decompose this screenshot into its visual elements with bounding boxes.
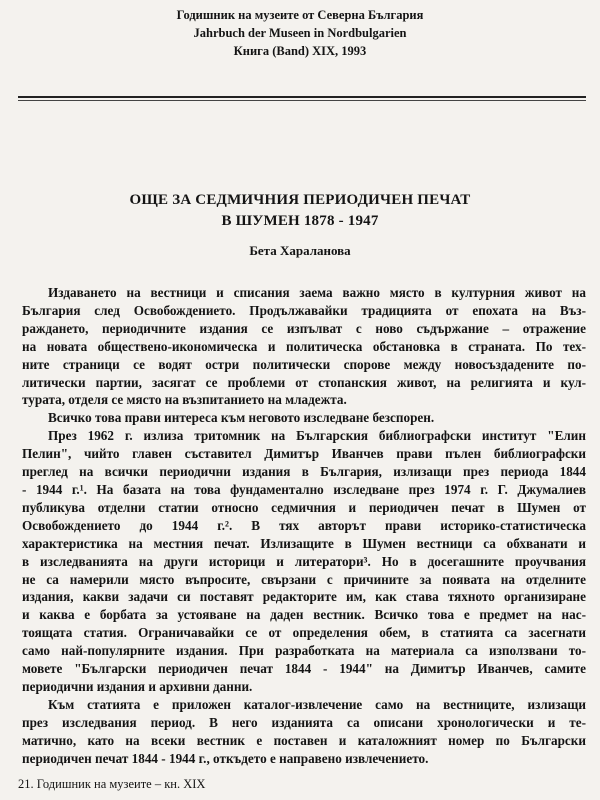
text-line: Към статията е приложен каталог-извлечение само на вестниците, излизащи [48,696,586,712]
text-line: литически партии, засягат се проблеми от стопанския живот, на религията и кул- [22,374,586,390]
text-line: периодичен печат 1844 - 1944 г., откъдето е направено извлечението. [22,750,429,766]
text-line: на новата обществено-икономическа и политическа обстановка в страната. По тех- [22,338,586,354]
text-line: България след Освобождението. Продължавайки традицията от епохата на Въз- [22,302,586,318]
article-title-line-2: В ШУМЕН 1878 - 1947 [221,213,379,229]
text-line: През 1962 г. излиза тритомник на Българския библиографски институт "Елин [48,428,586,444]
text-line: в изследванията на други историци и литератори³. Но в досегашните проучвания [22,553,586,569]
journal-title-bulgarian: Годишник на музеите от Северна България [176,8,424,22]
text-line: Пелин", чийто главен съставител Димитър Иванчев прави пълен библиографски [22,446,586,462]
text-line: издания, какви задачи си поставят редакторите им, как става тяхното организиране [22,589,586,605]
text-line: само най-популярните издания. При разработката на материала са използвани то- [22,643,586,659]
text-line: раждането, периодичните издания се изпълват с ново съдържание – отражение [22,320,586,336]
article-title-line-1: ОЩЕ ЗА СЕДМИЧНИЯ ПЕРИОДИЧЕН ПЕЧАТ [129,192,471,208]
text-line: характеристика на местния печат. Излизащите в Шумен вестници са обхванати и [22,535,586,551]
paragraph-4 [22,696,586,768]
text-line: Освобождението до 1944 г.². В тях авторът прави историко-статистическа [22,517,586,533]
text-line: тоящата статия. Ограничавайки се от определения обем, в статията са засегнати [22,625,586,641]
header-rule [18,96,586,98]
article-author: Бета Хараланова [249,243,351,258]
header-rule-thin [18,100,586,101]
text-line: ните страници се водят остри политически спорове между новосъздадените по- [22,356,586,372]
text-line: периодични издания и архивни данни. [22,678,253,694]
paragraph-2 [22,409,586,427]
text-line: - 1944 г.¹. На базата на това фундаментално изследване през 1974 г. Г. Джумалиев [22,481,586,497]
text-line: и каква е борбата за устояване на даден вестник. Всичко това е предмет на нас- [22,607,586,623]
text-line: не са намерили място въпросите, свързани с причините за появата на отделните [22,571,586,587]
journal-header [0,6,600,60]
text-line: преглед на всички периодични издания в България, излизащи през периода 1844 [22,464,586,480]
journal-volume: Книга (Band) XIX, 1993 [233,44,367,58]
article-body [22,284,586,767]
paragraph-1 [22,284,586,409]
text-line: публикува отделни статии относно седмичния и периодичен печат в Шумен от [22,499,586,515]
page-footer: 21. Годишник на музеите – кн. XIX [18,777,206,791]
paragraph-3 [22,427,586,696]
text-line: Всичко това прави интереса към неговото изследване безспорен. [48,410,435,426]
article-title [0,190,600,232]
text-line: турата, отделя се място на възпитанието на младежта. [22,392,347,408]
journal-title-german: Jahrbuch der Museen in Nordbulgarien [193,26,407,40]
text-line: през изследвания период. В него изданията са описани хронологически и те- [22,714,586,730]
text-line: мовете "Български периодичен печат 1844 - 1944" на Димитър Иванчев, самите [22,661,586,677]
text-line: матично, като на всеки вестник е поставен и каталожният номер по Български [22,732,586,748]
text-line: Издаването на вестници и списания заема важно място в културния живот на [48,285,586,300]
